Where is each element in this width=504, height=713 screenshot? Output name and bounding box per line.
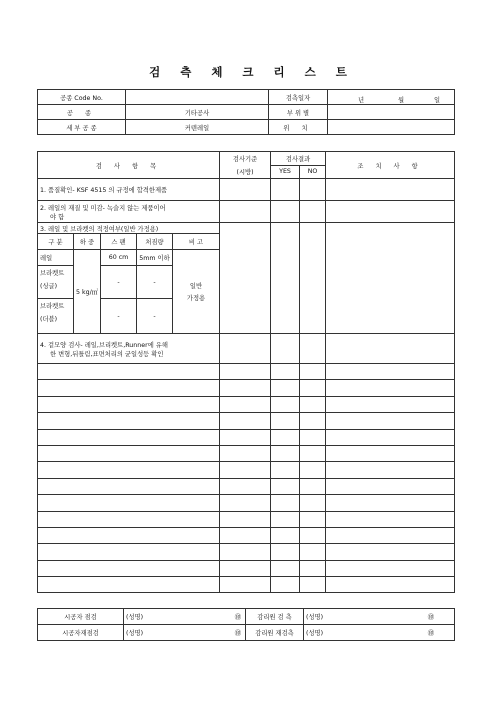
work-type-label: 공 종 [38,105,126,120]
blank-action-cell[interactable] [326,429,455,445]
blank-yes-cell[interactable] [271,577,300,593]
blank-criteria-cell[interactable] [220,544,271,560]
blank-yes-cell[interactable] [271,544,300,560]
item-2-yes[interactable] [271,201,300,223]
blank-item-cell[interactable] [38,544,220,560]
date-value[interactable] [328,90,455,105]
sub-r1-deflection: 5mm 이하 [137,250,173,266]
page-title: 검 측 체 크 리 스 트 [149,65,355,79]
blank-criteria-cell[interactable] [220,364,271,380]
item-3-criteria[interactable] [220,223,271,334]
seal-icon: ㊞ [427,630,434,637]
blank-criteria-cell[interactable] [220,495,271,511]
blank-item-cell[interactable] [38,511,220,527]
inspection-table [37,151,455,593]
item-4-yes[interactable] [271,334,300,364]
blank-no-cell[interactable] [300,380,326,396]
seal-icon: ㊞ [427,614,434,621]
date-label: 검측일자 [269,90,328,105]
sub-r3-spacing: - [101,299,137,334]
sign-r1-right-label: 감리원 검 측 [246,609,304,625]
sub-h-spacing: 스 팬 [101,234,137,250]
blank-yes-cell[interactable] [271,527,300,543]
blank-no-cell[interactable] [300,364,326,380]
sub-r3-type-a: 브라켓트 [38,299,74,313]
section-value[interactable] [328,105,455,120]
blank-row [38,380,455,396]
blank-action-cell[interactable] [326,364,455,380]
blank-criteria-cell[interactable] [220,396,271,412]
blank-no-cell[interactable] [300,396,326,412]
blank-no-cell[interactable] [300,445,326,461]
sub-r3-type-b: (더블) [38,312,74,325]
blank-row [38,364,455,380]
blank-action-cell[interactable] [326,478,455,494]
code-value[interactable] [126,90,269,105]
blank-no-cell[interactable] [300,527,326,543]
signature-table [37,608,455,641]
blank-yes-cell[interactable] [271,396,300,412]
blank-yes-cell[interactable] [271,478,300,494]
blank-action-cell[interactable] [326,577,455,593]
sign-r2-right-field[interactable] [304,625,455,641]
item-2-no[interactable] [300,201,326,223]
blank-item-cell[interactable] [38,364,220,380]
item-3-yes[interactable] [271,223,300,334]
blank-action-cell[interactable] [326,511,455,527]
blank-criteria-cell[interactable] [220,511,271,527]
blank-row [38,396,455,412]
blank-item-cell[interactable] [38,429,220,445]
blank-action-cell[interactable] [326,445,455,461]
item-3-action[interactable] [326,223,455,334]
sign-r2-right-label: 감리원 재검측 [246,625,304,641]
blank-yes-cell[interactable] [271,511,300,527]
blank-item-cell[interactable] [38,413,220,429]
blank-criteria-cell[interactable] [220,560,271,576]
blank-row [38,429,455,445]
blank-item-cell[interactable] [38,478,220,494]
blank-row [38,478,455,494]
blank-yes-cell[interactable] [271,413,300,429]
sub-work-value: 커텐레일 [126,120,269,135]
item-1-yes[interactable] [271,179,300,201]
seal-icon: ㊞ [234,630,241,637]
item-4-criteria[interactable] [220,334,271,364]
blank-no-cell[interactable] [300,478,326,494]
blank-item-cell[interactable] [38,527,220,543]
location-value[interactable] [328,120,455,135]
blank-action-cell[interactable] [326,462,455,478]
sign-r1-right-field[interactable] [304,609,455,625]
blank-yes-cell[interactable] [271,445,300,461]
sign-r2-left-name: (성명) [126,630,144,637]
date-year: 년 [358,96,365,104]
sub-r2-deflection: - [137,266,173,299]
location-label: 위 치 [269,120,328,135]
sub-note-line2: 가정용 [186,295,206,302]
blank-no-cell[interactable] [300,511,326,527]
sub-work-label: 세 부 공 종 [38,120,126,135]
item-4 [38,334,220,364]
items-header: 검 사 항 목 [38,152,220,179]
work-type-value: 기타공사 [126,105,269,120]
blank-row [38,527,455,543]
blank-criteria-cell[interactable] [220,380,271,396]
blank-action-cell[interactable] [326,527,455,543]
sub-note [173,250,220,334]
blank-row [38,577,455,593]
item-4-line2: 한 변형,뒤틀림,표면처리의 균일성등 확인 [50,350,164,358]
blank-item-cell[interactable] [38,380,220,396]
blank-yes-cell[interactable] [271,560,300,576]
blank-yes-cell[interactable] [271,380,300,396]
blank-criteria-cell[interactable] [220,577,271,593]
blank-action-cell[interactable] [326,413,455,429]
sub-h-load: 하 중 [74,234,101,250]
item-3-no[interactable] [300,223,326,334]
sub-r2-spacing: - [101,266,137,299]
date-day: 일 [434,96,441,104]
blank-item-cell[interactable] [38,495,220,511]
blank-item-cell[interactable] [38,577,220,593]
sub-load: 5 kg/㎡ [74,250,101,334]
seal-icon: ㊞ [234,614,241,621]
blank-criteria-cell[interactable] [220,478,271,494]
blank-no-cell[interactable] [300,560,326,576]
blank-yes-cell[interactable] [271,462,300,478]
item-2-line2: 야 함 [50,213,65,221]
criteria-header: 검사기준 [220,152,271,166]
header-table [37,89,455,135]
sign-r2-left-label: 시공자재점검 [38,625,124,641]
blank-action-cell[interactable] [326,560,455,576]
blank-row [38,495,455,511]
blank-no-cell[interactable] [300,544,326,560]
result-header: 검사결과 [271,152,326,166]
code-label: 공종 Code No. [38,90,126,105]
sub-h-type: 구 분 [38,234,74,250]
item-2-action[interactable] [326,201,455,223]
action-header: 조 치 사 항 [326,152,455,179]
blank-yes-cell[interactable] [271,429,300,445]
item-4-no[interactable] [300,334,326,364]
blank-no-cell[interactable] [300,495,326,511]
sub-note-line1: 일반 [189,283,203,290]
sub-h-deflection: 처짐량 [137,234,173,250]
no-header: NO [300,165,326,179]
blank-no-cell[interactable] [300,413,326,429]
sign-r1-right-name: (성명) [306,614,324,621]
blank-no-cell[interactable] [300,429,326,445]
blank-row [38,544,455,560]
blank-row [38,462,455,478]
blank-no-cell[interactable] [300,462,326,478]
yes-header: YES [271,165,300,179]
item-2-line1: 2. 레일의 재질 및 미감- 녹슬지 않는 제품이어 [40,204,166,212]
item-4-action[interactable] [326,334,455,364]
blank-row [38,560,455,576]
blank-action-cell[interactable] [326,544,455,560]
item-3: 3. 레일 및 브라켓의 적정여부(일반 가정용) [38,223,220,234]
item-1-criteria[interactable] [220,179,271,201]
item-1-action[interactable] [326,179,455,201]
sub-r1-type: 레일 [38,250,74,266]
item-4-line1: 4. 겉모양 검사- 레일,브리켓트,Runner에 유해 [40,341,168,349]
sub-r2-type-a: 브라켓트 [38,266,74,280]
sign-r1-left-field[interactable] [124,609,246,625]
blank-item-cell[interactable] [38,445,220,461]
item-1-no[interactable] [300,179,326,201]
item-1: 1. 품질확인- KSF 4515 의 규정에 합격한제품 [38,179,220,201]
sub-r1-spacing: 60 cm [101,250,137,266]
sub-r2-type-b: (싱글) [38,279,74,292]
blank-action-cell[interactable] [326,396,455,412]
blank-action-cell[interactable] [326,380,455,396]
sign-r1-left-name: (성명) [126,614,144,621]
blank-row [38,511,455,527]
sub-r3-spacer [38,325,74,334]
blank-action-cell[interactable] [326,495,455,511]
blank-row [38,413,455,429]
sign-r2-right-name: (성명) [306,630,324,637]
blank-yes-cell[interactable] [271,495,300,511]
date-month: 월 [398,96,405,104]
item-2-criteria[interactable] [220,201,271,223]
sub-r3-deflection: - [137,299,173,334]
blank-item-cell[interactable] [38,396,220,412]
item-2 [38,201,220,223]
blank-criteria-cell[interactable] [220,413,271,429]
blank-row [38,445,455,461]
sign-r2-left-field[interactable] [124,625,246,641]
blank-criteria-cell[interactable] [220,462,271,478]
section-label: 부 위 별 [269,105,328,120]
blank-criteria-cell[interactable] [220,445,271,461]
blank-yes-cell[interactable] [271,364,300,380]
blank-criteria-cell[interactable] [220,527,271,543]
blank-criteria-cell[interactable] [220,429,271,445]
blank-item-cell[interactable] [38,462,220,478]
criteria-sub-header: (시방) [220,165,271,179]
sign-r1-left-label: 시공자 점검 [38,609,124,625]
sub-h-note: 비 고 [173,234,220,250]
blank-no-cell[interactable] [300,577,326,593]
blank-item-cell[interactable] [38,560,220,576]
